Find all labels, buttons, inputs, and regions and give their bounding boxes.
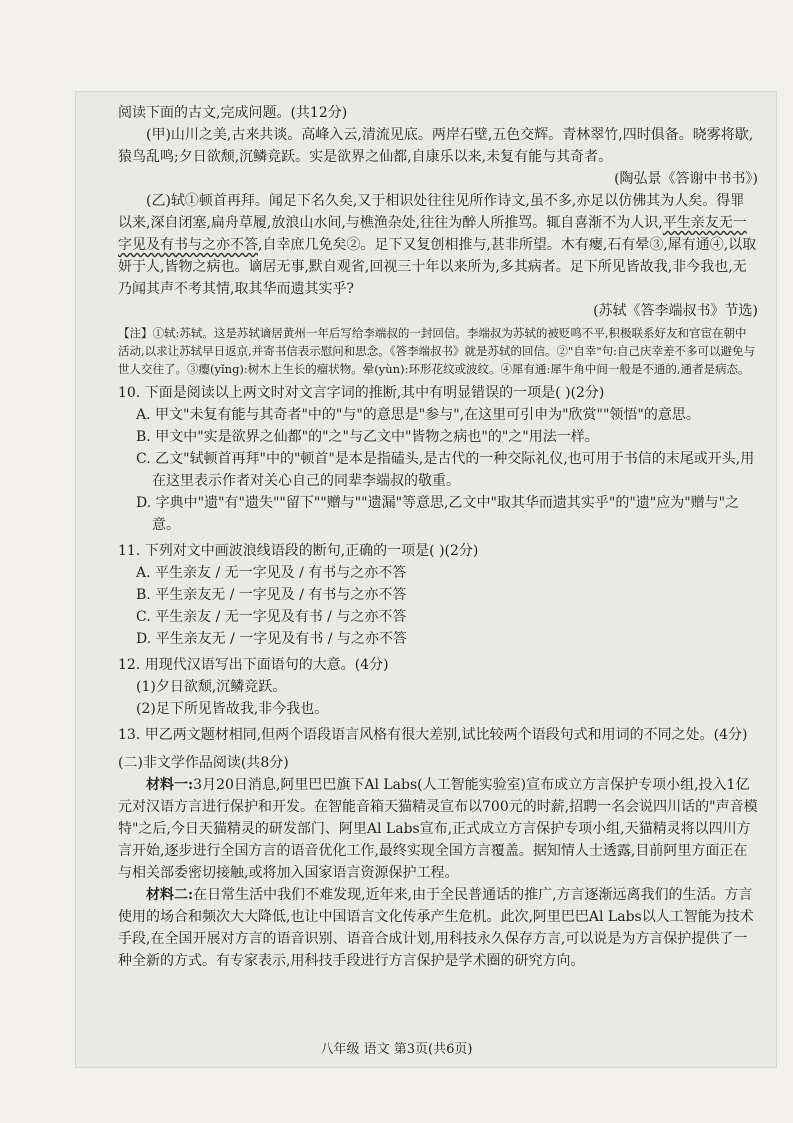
page-footer: 八年级 语文 第3页(共6页) — [320, 1042, 473, 1057]
passage-b-source: (苏轼《答李端叔书》节选) — [593, 303, 758, 319]
q12-item-1: (1)夕日欲颓,沉鳞竞跃。 — [136, 679, 287, 695]
exam-content — [118, 102, 758, 972]
passage-b — [118, 190, 758, 300]
question-11-stem: 11. 下列对文中画波浪线语段的断句,正确的一项是( )(2分) — [118, 543, 479, 559]
passage-a-source: (陶弘景《答谢中书书》) — [614, 171, 758, 187]
passage-b-part2: ,自幸庶几免矣②。足下又复创相推与,甚非所望。木有瘿,石有晕③,犀有通④,以取妍于人,皆物之病也。谪居无事,默自观省,回视三十年以来所为,多其病者。足下所见皆故我,非今我也,无乃闻其声不考其情,取其华而遗其实乎? — [118, 237, 757, 297]
q11-option-b: B. 平生亲友无 / 一字见及 / 有书与之亦不答 — [136, 587, 407, 603]
material-2 — [118, 884, 758, 972]
q11-option-c: C. 平生亲友 / 无一字见及有书 / 与之亦不答 — [136, 609, 407, 625]
question-12-stem: 12. 用现代汉语写出下面语句的大意。(4分) — [118, 657, 389, 673]
material-2-label: 材料二: — [146, 887, 194, 903]
section-2-heading: (二)非文学作品阅读(共8分) — [118, 755, 289, 771]
wavy-underlined-text: 平生亲友无一字见及有书与之亦不答 — [118, 215, 747, 253]
q11-option-a: A. 平生亲友 / 无一字见及 / 有书与之亦不答 — [136, 565, 407, 581]
q10-option-c: C. 乙文"轼顿首再拜"中的"顿首"是本是指磕头,是古代的一种交际礼仪,也可用于书信的末尾或开头,用在这里表示作者对关心自己的同辈李端叔的敬重。 — [136, 451, 755, 489]
reading-instruction: 阅读下面的古文,完成问题。(共12分) — [118, 105, 348, 121]
material-1-label: 材料一: — [146, 777, 194, 793]
question-13-stem: 13. 甲乙两文题材相同,但两个语段语言风格有很大差别,试比较两个语段句式和用词的不同之处。(4分) — [118, 727, 748, 743]
material-1 — [118, 774, 758, 884]
passage-a: (甲)山川之美,古来共谈。高峰入云,清流见底。两岸石壁,五色交辉。青林翠竹,四时俱备。晓雾将歇,猿鸟乱鸣;夕日欲颓,沉鳞竞跃。实是欲界之仙都,自康乐以来,未复有能与其奇者。 — [118, 127, 754, 165]
passage-b-part1: (乙)轼①顿首再拜。闻足下名久矣,又于相识处往往见所作诗文,虽不多,亦足以仿佛其为人矣。得罪以来,深自闭塞,扁舟草履,放浪山水间,与樵渔杂处,往往为醉人所推骂。辄自喜渐不为人识, — [118, 193, 745, 231]
q10-option-a: A. 甲文"未复有能与其奇者"中的"与"的意思是"参与",在这里可引申为"欣赏""领悟"的意思。 — [136, 407, 700, 423]
q10-option-b: B. 甲文中"实是欲界之仙都"的"之"与乙文中"皆物之病也"的"之"用法一样。 — [136, 429, 599, 445]
material-2-text: 在日常生活中我们不难发现,近年来,由于全民普通话的推广,方言逐渐远离我们的生活。方言使用的场合和频次大大降低,也让中国语言文化传承产生危机。此次,阿里巴巴Al Labs以人工智能为技术手段,在全国开展对方言的语音识别、语音合成计划,用科技永久保存方言,可以说是为方言保护提供了一种全新的方式。有专家表示,用科技手段进行方言保护是学术圈的研究方向。 — [118, 887, 754, 969]
q10-option-d: D. 字典中"遗"有"遗失""留下""赠与""遗漏"等意思,乙文中"取其华而遗其实乎"的"遗"应为"赠与"之意。 — [136, 495, 740, 533]
annotation-note: 【注】①轼:苏轼。这是苏轼谪居黄州一年后写给李端叔的一封回信。李端叔为苏轼的被贬鸣不平,积极联系好友和官宦在朝中活动,以求让苏轼早日返京,并寄书信表示慰问和思念。《答李端叔书》就是苏轼的回信。②"自幸"句:自己庆幸差不多可以避免与世人交往了。③瘿(yǐng):树木上生长的瘤状物。晕(yùn):环形花纹或波纹。④犀有通:犀牛角中间一般是不通的,通者是病态。 — [118, 326, 756, 376]
q12-item-2: (2)足下所见皆故我,非今我也。 — [136, 701, 329, 717]
question-10-stem: 10. 下面是阅读以上两文时对文言字词的推断,其中有明显错误的一项是( )(2分) — [118, 385, 605, 401]
q11-option-d: D. 平生亲友无 / 一字见及有书 / 与之亦不答 — [136, 631, 407, 647]
material-1-text: 3月20日消息,阿里巴巴旗下Al Labs(人工智能实验室)宣布成立方言保护专项小组,投入1亿元对汉语方言进行保护和开发。在智能音箱天猫精灵宣布以700元的时薪,招聘一名会说四川话的"声音模特"之后,今日天猫精灵的研发部门、阿里Al Labs宣布,正式成立方言保护专项小组,天猫精灵将以四川方言开始,逐步进行全国方言的语音优化工作,最终实现全国方言覆盖。据知情人士透露,目前阿里方面正在与相关部委密切接触,或将加入国家语言资源保护工程。 — [118, 777, 758, 881]
